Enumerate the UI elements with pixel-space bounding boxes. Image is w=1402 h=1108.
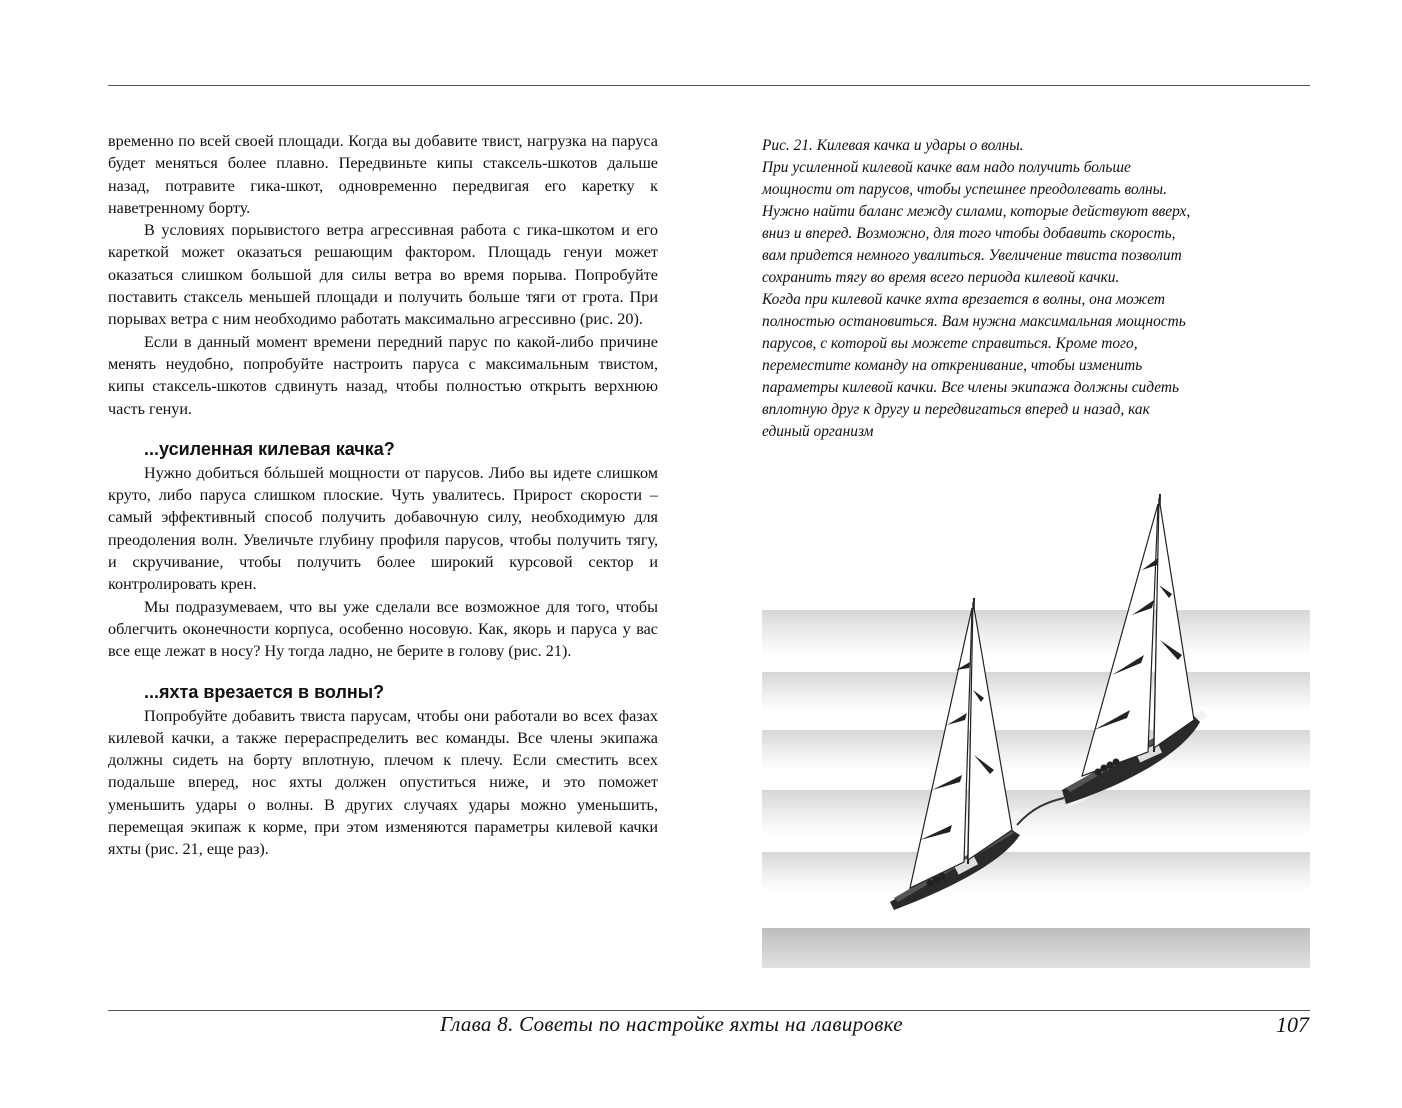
section-heading: ...яхта врезается в волны?: [144, 681, 385, 702]
water-band: [762, 672, 1310, 712]
caption-line: полностью остановиться. Вам нужна максимальная мощность: [762, 313, 1186, 330]
caption-line: единый организм: [762, 423, 874, 440]
left-text-column: [108, 130, 658, 861]
caption-line: вниз и вперед. Возможно, для того чтобы добавить скорость,: [762, 225, 1176, 242]
water-band: [762, 610, 1310, 656]
crew-figure: [1101, 765, 1108, 772]
paragraph: временно по всей своей площади. Когда вы добавите твист, нагрузка на паруса будет меняться более плавно. Передвиньте кипы стаксель-шкотов дальше назад, потравите гика-шкот, одновременно передвигая его каретку к наветренному борту.: [108, 132, 658, 217]
crew-figure: [933, 876, 940, 883]
water-band: [762, 928, 1310, 968]
water-band: [762, 790, 1310, 836]
paragraph: Попробуйте добавить твиста парусам, чтобы они работали во всех фазах килевой качки, а также перераспределить вес команды. Все члены экипажа должны сидеть на борту вплотную, плечом к плечу. Если сместить всех подальше вперед, нос яхты должен опуститься ниже, и это поможет уменьшить удары о волны. В других случаях удары можно уменьшить, перемещая экипаж к корме, при этом изменяются параметры килевой качки яхты (рис. 21, еще раз).: [108, 706, 658, 859]
caption-line: мощности от парусов, чтобы успешнее преодолевать волны.: [762, 181, 1167, 198]
page-number: 107: [1276, 1012, 1309, 1037]
paragraph: Нужно добиться бóльшей мощности от парусов. Либо вы идете слишком круто, либо паруса слишком плоские. Чуть увалитесь. Прирост скорости – самый эффективный способ получить добавочную силу, необходимую для преодоления волн. Увеличьте глубину профиля парусов, чтобы получить тягу, и скручивание, чтобы получить более широкий курсовой сектор и контролировать крен.: [108, 463, 658, 594]
water-band: [762, 852, 1310, 892]
crew-figure: [1113, 759, 1120, 766]
caption-line: Рис. 21. Килевая качка и удары о волны.: [762, 137, 1024, 154]
crew-figure: [1095, 769, 1102, 776]
caption-line: При усиленной килевой качке вам надо получить больше: [762, 159, 1131, 176]
top-rule: [108, 85, 1310, 86]
caption-line: вам придется немного увалиться. Увеличение твиста позволит: [762, 247, 1182, 264]
running-footer: Глава 8. Советы по настройке яхты на лавировке: [440, 1012, 903, 1036]
caption-line: переместите команду на откренивание, чтобы изменить: [762, 357, 1143, 374]
caption-line: Когда при килевой качке яхта врезается в волны, она может: [762, 291, 1166, 308]
caption-line: парусов, с которой вы можете справиться. Кроме того,: [762, 335, 1138, 352]
paragraph: В условиях порывистого ветра агрессивная работа с гика-шкотом и его кареткой может оказаться решающим фактором. Площадь генуи может оказаться слишком большой для силы ветра во время порыва. Попробуйте поставить стаксель меньшей площади и получить больше тяги от грота. При порывах ветра с ним необходимо работать максимально агрессивно (рис. 20).: [108, 221, 658, 329]
crew-figure: [927, 880, 934, 887]
caption-line: Нужно найти баланс между силами, которые действуют вверх,: [762, 203, 1191, 220]
crew-figure: [1107, 762, 1114, 769]
caption-line: параметры килевой качки. Все члены экипажа должны сидеть: [762, 379, 1179, 396]
caption-line: вплотную друг к другу и передвигаться вперед и назад, как: [762, 401, 1150, 418]
caption-line: сохранить тягу во время всего периода килевой качки.: [762, 269, 1120, 286]
section-heading: ...усиленная килевая качка?: [144, 438, 395, 459]
paragraph: Если в данный момент времени передний парус по какой-либо причине менять неудобно, попробуйте настроить паруса с максимальным твистом, кипы стаксель-шкотов сдвинуть назад, чтобы полностью открыть верхнюю часть генуи.: [108, 332, 658, 418]
figure-caption: [762, 135, 1322, 443]
crew-figure: [939, 873, 946, 880]
bottom-rule: [108, 1010, 1310, 1011]
water-band: [762, 730, 1310, 770]
sailing-illustration: [762, 490, 1310, 970]
paragraph: Мы подразумеваем, что вы уже сделали все возможное для того, чтобы облегчить оконечности корпуса, особенно носовую. Как, якорь и паруса у вас все еще лежат в носу? Ну тогда ладно, не берите в голову (рис. 21).: [108, 597, 658, 661]
